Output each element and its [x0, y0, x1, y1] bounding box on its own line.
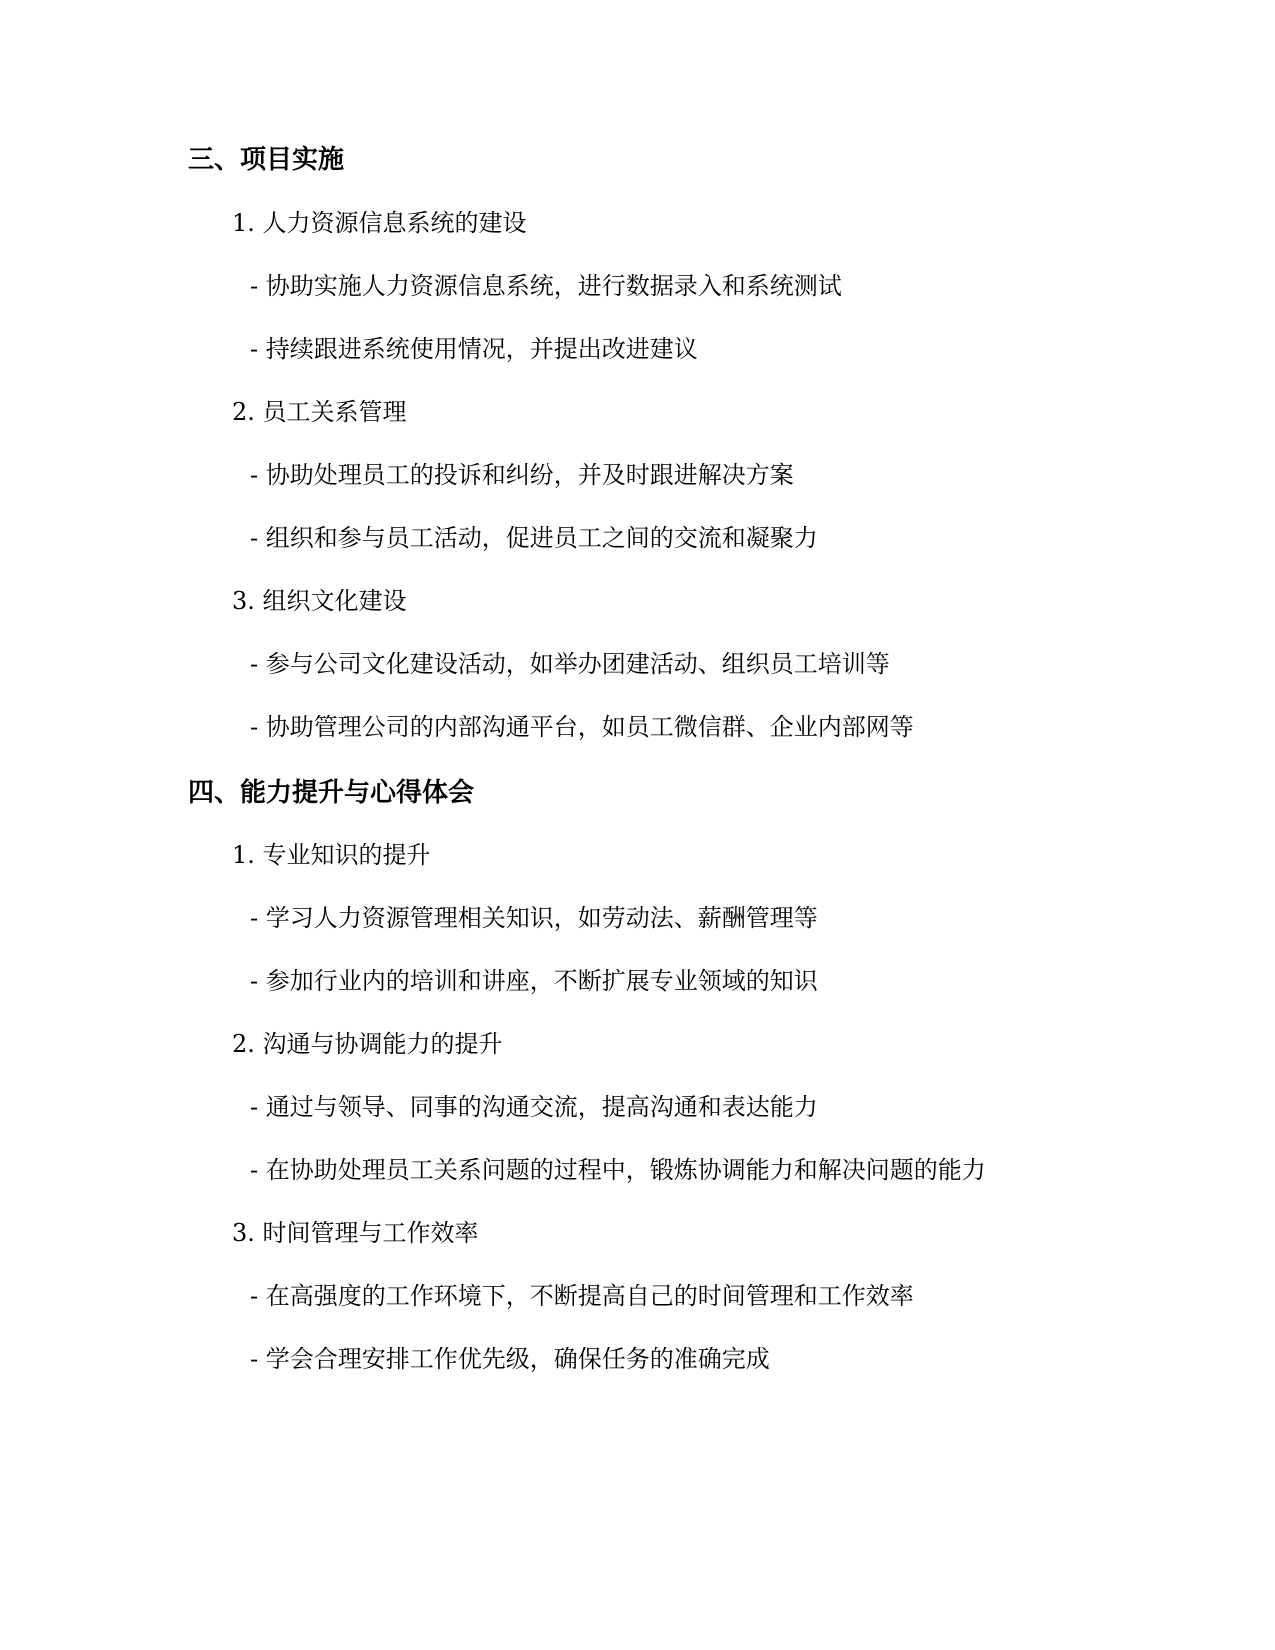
list-item-heading: 1. 专业知识的提升 [232, 841, 431, 869]
list-item-bullet: - 学习人力资源管理相关知识，如劳动法、薪酬管理等 [250, 904, 818, 932]
list-item-bullet: - 通过与领导、同事的沟通交流，提高沟通和表达能力 [250, 1093, 818, 1121]
list-item-bullet: - 协助处理员工的投诉和纠纷，并及时跟进解决方案 [250, 461, 794, 489]
section-heading: 四、能力提升与心得体会 [188, 778, 475, 808]
list-item-bullet: - 参与公司文化建设活动，如举办团建活动、组织员工培训等 [250, 650, 890, 678]
list-item-heading: 1. 人力资源信息系统的建设 [232, 209, 527, 237]
list-item-heading: 2. 沟通与协调能力的提升 [232, 1030, 503, 1058]
list-item-bullet: - 组织和参与员工活动，促进员工之间的交流和凝聚力 [250, 524, 818, 552]
list-item-heading: 3. 时间管理与工作效率 [232, 1219, 479, 1247]
list-item-heading: 3. 组织文化建设 [232, 587, 407, 615]
list-item-bullet: - 在高强度的工作环境下，不断提高自己的时间管理和工作效率 [250, 1282, 914, 1310]
list-item-bullet: - 学会合理安排工作优先级，确保任务的准确完成 [250, 1345, 770, 1373]
list-item-bullet: - 在协助处理员工关系问题的过程中，锻炼协调能力和解决问题的能力 [250, 1156, 986, 1184]
list-item-bullet: - 协助管理公司的内部沟通平台，如员工微信群、企业内部网等 [250, 713, 914, 741]
list-item-heading: 2. 员工关系管理 [232, 398, 407, 426]
list-item-bullet: - 协助实施人力资源信息系统，进行数据录入和系统测试 [250, 272, 842, 300]
list-item-bullet: - 持续跟进系统使用情况，并提出改进建议 [250, 335, 698, 363]
list-item-bullet: - 参加行业内的培训和讲座，不断扩展专业领域的知识 [250, 967, 818, 995]
section-heading: 三、项目实施 [188, 145, 345, 175]
